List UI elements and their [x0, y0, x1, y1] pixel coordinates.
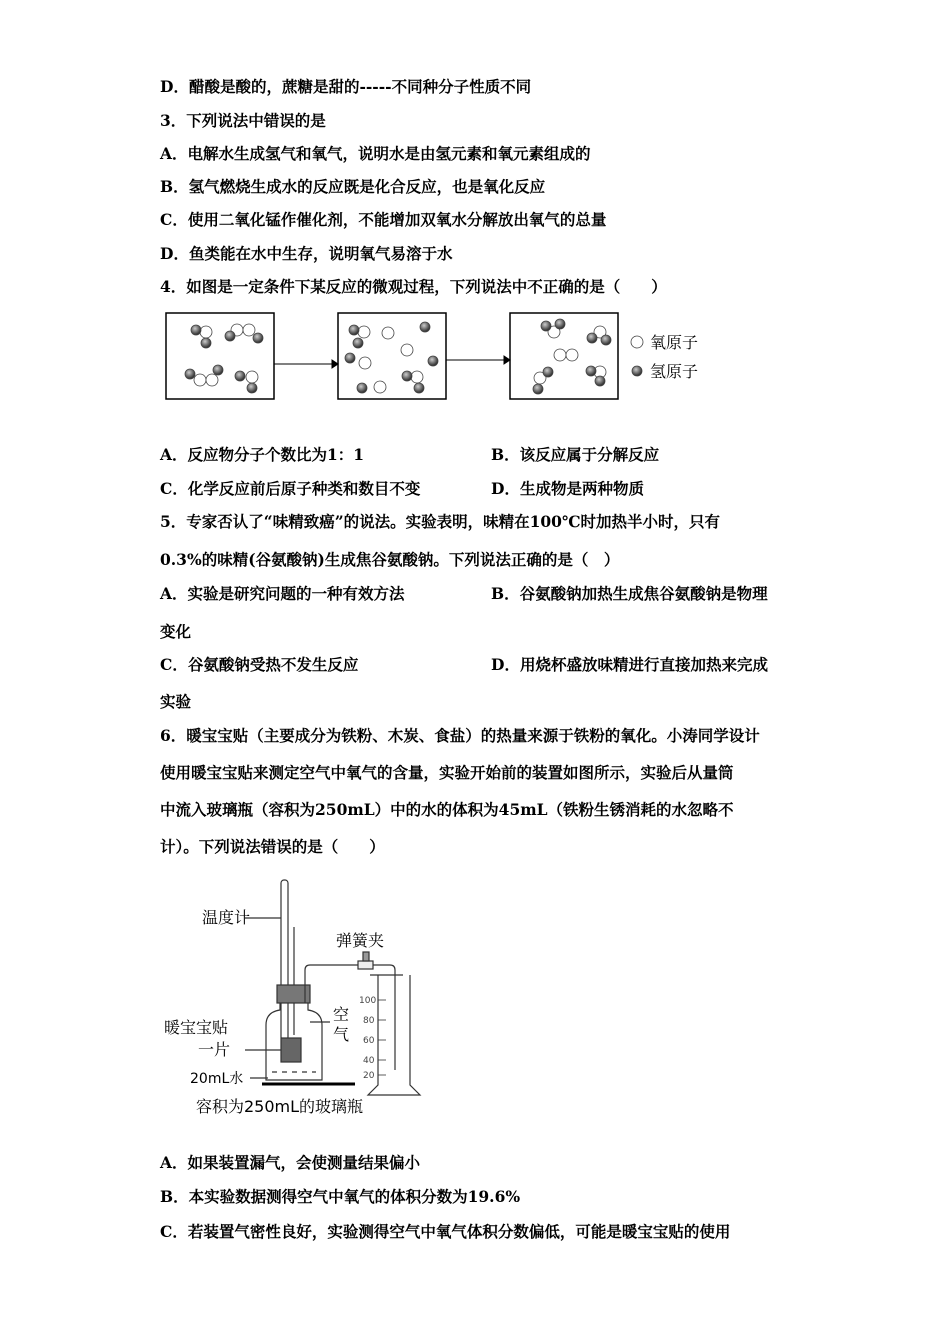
- q6-option-b: B．本实验数据测得空气中氧气的体积分数为19.6%: [160, 1187, 521, 1206]
- q6-option-c: C．若装置气密性良好，实验测得空气中氧气体积分数偏低，可能是暖宝宝贴的使用: [160, 1222, 731, 1241]
- heatpad-label-1: 暖宝宝贴: [164, 1018, 229, 1037]
- apparatus-diagram: [150, 870, 430, 1120]
- q4-option-a: A．反应物分子个数比为1：1: [160, 445, 365, 464]
- q4-option-c: C．化学反应前后原子种类和数目不变: [160, 479, 421, 498]
- q4-option-b: B．该反应属于分解反应: [491, 445, 660, 464]
- scale-100: 100: [359, 996, 377, 1006]
- q6-stem-line3: 中流入玻璃瓶（容积为250mL）中的水的体积为45mL（铁粉生锈消耗的水忽略不: [160, 800, 734, 819]
- scale-40: 40: [363, 1056, 375, 1066]
- q5-option-b: B．谷氨酸钠加热生成焦谷氨酸钠是物理: [491, 584, 768, 603]
- q2-option-d: D．醋酸是酸的，蔗糖是甜的-----不同种分子性质不同: [160, 77, 532, 96]
- q5-option-d: D．用烧杯盛放味精进行直接加热来完成: [491, 655, 768, 674]
- q4-stem: 4．如图是一定条件下某反应的微观过程，下列说法中不正确的是（ ）: [160, 277, 667, 296]
- q6-stem-line4: 计）。下列说法错误的是（ ）: [160, 837, 385, 856]
- air-label-1: 空: [333, 1005, 350, 1024]
- clamp-label: 弹簧夹: [336, 931, 385, 950]
- q5-option-c: C．谷氨酸钠受热不发生反应: [160, 655, 359, 674]
- scale-20: 20: [363, 1071, 375, 1081]
- water-label: 20mL水: [190, 1071, 244, 1087]
- reaction-diagram: [160, 308, 720, 404]
- air-label-2: 气: [333, 1025, 350, 1044]
- bottle-label: 容积为250mL的玻璃瓶: [196, 1097, 364, 1116]
- legend-hydrogen-label: 氢原子: [650, 362, 699, 381]
- q3-option-a: A．电解水生成氢气和氧气，说明水是由氢元素和氧元素组成的: [160, 144, 591, 163]
- q3-option-c: C．使用二氧化锰作催化剂，不能增加双氧水分解放出氧气的总量: [160, 210, 607, 229]
- q6-stem-line2: 使用暖宝宝贴来测定空气中氧气的含量，实验开始前的装置如图所示，实验后从量筒: [160, 763, 734, 782]
- scale-60: 60: [363, 1036, 375, 1046]
- q6-option-a: A．如果装置漏气，会使测量结果偏小: [160, 1153, 421, 1172]
- thermometer-label: 温度计: [202, 908, 251, 927]
- q5-stem-line1: 5．专家否认了“味精致癌”的说法。实验表明，味精在100℃时加热半小时，只有: [160, 512, 721, 531]
- q3-stem: 3．下列说法中错误的是: [160, 111, 326, 130]
- legend-oxygen-label: 氧原子: [650, 333, 699, 352]
- q4-option-d: D．生成物是两种物质: [491, 479, 644, 498]
- q5-option-b-cont: 变化: [160, 622, 192, 641]
- heatpad-label-2: 一片: [198, 1040, 231, 1059]
- q3-option-b: B．氢气燃烧生成水的反应既是化合反应，也是氧化反应: [160, 177, 546, 196]
- q5-option-a: A．实验是研究问题的一种有效方法: [160, 584, 405, 603]
- q3-option-d: D．鱼类能在水中生存，说明氧气易溶于水: [160, 244, 453, 263]
- q5-stem-line2: 0.3%的味精(谷氨酸钠)生成焦谷氨酸钠。下列说法正确的是（ ）: [160, 550, 620, 569]
- q6-stem-line1: 6．暖宝宝贴（主要成分为铁粉、木炭、食盐）的热量来源于铁粉的氧化。小涛同学设计: [160, 726, 760, 745]
- scale-80: 80: [363, 1016, 375, 1026]
- q5-option-d-cont: 实验: [160, 692, 192, 711]
